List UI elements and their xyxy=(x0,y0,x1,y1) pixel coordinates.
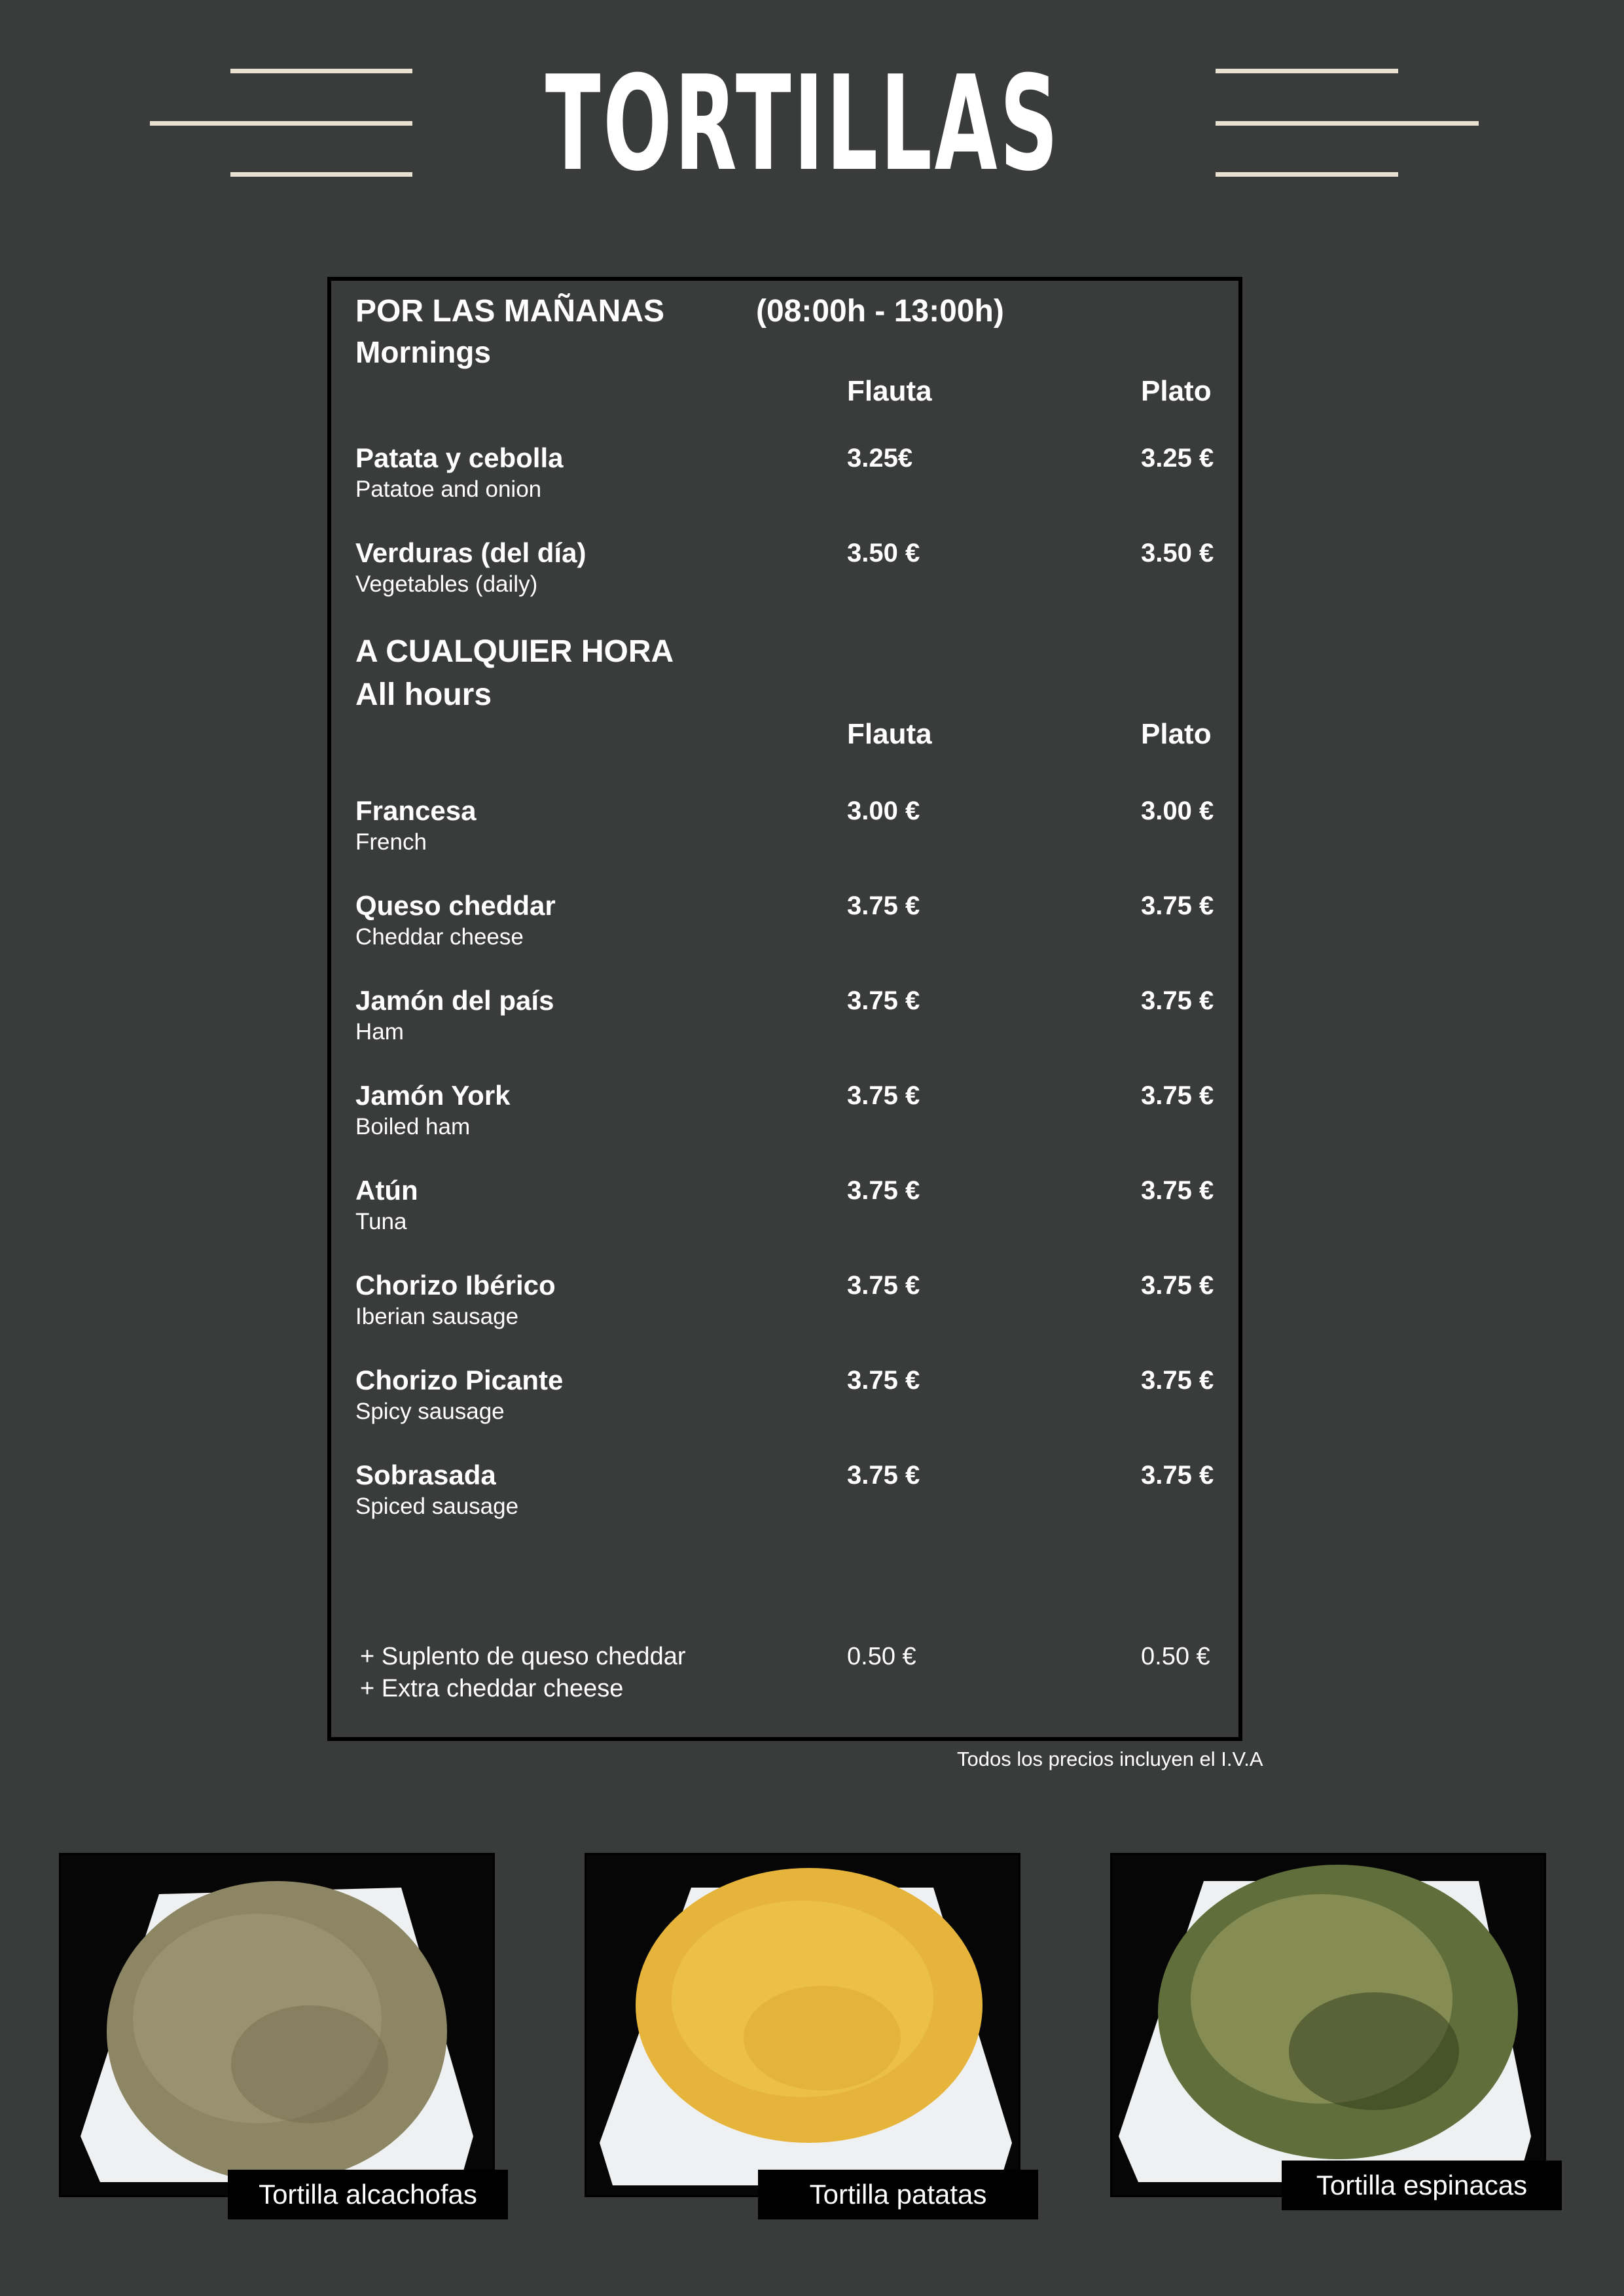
extra-english: + Extra cheddar cheese xyxy=(360,1675,624,1702)
photo-tortilla-patatas xyxy=(585,1853,1020,2197)
morning-column-plato: Plato xyxy=(1141,375,1212,407)
tortilla-espinacas-image xyxy=(1112,1855,1546,2197)
caption-tortilla-espinacas: Tortilla espinacas xyxy=(1282,2161,1562,2210)
tortilla-patatas-image xyxy=(586,1855,1020,2197)
item-price-flauta: 3.00 € xyxy=(847,797,920,825)
item-price-plato: 3.75 € xyxy=(1141,986,1214,1015)
item-name: Queso cheddar xyxy=(355,890,556,921)
allday-subtitle: All hours xyxy=(355,677,492,712)
morning-hours: (08:00h - 13:00h) xyxy=(756,294,1004,329)
item-name: Patata y cebolla xyxy=(355,442,564,473)
morning-column-flauta: Flauta xyxy=(847,375,932,407)
item-english: Cheddar cheese xyxy=(355,924,524,950)
item-name: Francesa xyxy=(355,795,477,826)
item-price-flauta: 3.75 € xyxy=(847,986,920,1015)
item-name: Chorizo Ibérico xyxy=(355,1270,556,1300)
item-price-plato: 3.25 € xyxy=(1141,444,1214,473)
item-name: Sobrasada xyxy=(355,1460,496,1490)
caption-tortilla-alcachofas: Tortilla alcachofas xyxy=(228,2170,508,2219)
allday-column-plato: Plato xyxy=(1141,718,1212,750)
morning-section-title: POR LAS MAÑANAS xyxy=(355,294,665,329)
caption-tortilla-patatas: Tortilla patatas xyxy=(758,2170,1038,2219)
item-price-plato: 3.75 € xyxy=(1141,1366,1214,1395)
item-price-flauta: 3.75 € xyxy=(847,1176,920,1205)
extra-name: + Suplento de queso cheddar xyxy=(360,1643,686,1670)
item-english: Ham xyxy=(355,1019,404,1045)
item-price-flauta: 3.25€ xyxy=(847,444,913,473)
page-title: TORTILLAS xyxy=(545,48,1061,200)
item-english: Vegetables (daily) xyxy=(355,571,538,597)
item-price-flauta: 3.50 € xyxy=(847,539,920,567)
item-price-plato: 3.75 € xyxy=(1141,1176,1214,1205)
item-name: Jamón del país xyxy=(355,985,554,1016)
item-english: Patatoe and onion xyxy=(355,476,542,502)
item-price-plato: 3.50 € xyxy=(1141,539,1214,567)
item-price-plato: 3.00 € xyxy=(1141,797,1214,825)
item-price-plato: 3.75 € xyxy=(1141,1081,1214,1110)
item-english: French xyxy=(355,829,427,855)
allday-column-flauta: Flauta xyxy=(847,718,932,750)
item-price-plato: 3.75 € xyxy=(1141,891,1214,920)
item-english: Spicy sausage xyxy=(355,1399,505,1424)
morning-subtitle: Mornings xyxy=(355,335,491,369)
item-price-flauta: 3.75 € xyxy=(847,891,920,920)
item-price-flauta: 3.75 € xyxy=(847,1366,920,1395)
item-english: Spiced sausage xyxy=(355,1494,519,1519)
item-english: Tuna xyxy=(355,1209,407,1234)
extra-price-flauta: 0.50 € xyxy=(847,1643,916,1670)
extra-price-plato: 0.50 € xyxy=(1141,1643,1210,1670)
item-english: Iberian sausage xyxy=(355,1304,519,1329)
photo-tortilla-alcachofas xyxy=(59,1853,495,2197)
item-english: Boiled ham xyxy=(355,1114,471,1139)
item-name: Chorizo Picante xyxy=(355,1365,564,1395)
item-name: Jamón York xyxy=(355,1080,511,1111)
item-price-plato: 3.75 € xyxy=(1141,1461,1214,1490)
item-price-plato: 3.75 € xyxy=(1141,1271,1214,1300)
item-price-flauta: 3.75 € xyxy=(847,1461,920,1490)
tortilla-alcachofas-image xyxy=(61,1855,495,2197)
item-name: Atún xyxy=(355,1175,418,1206)
photo-tortilla-espinacas xyxy=(1110,1853,1546,2197)
item-price-flauta: 3.75 € xyxy=(847,1081,920,1110)
vat-note: Todos los precios incluyen el I.V.A xyxy=(957,1748,1263,1770)
item-name: Verduras (del día) xyxy=(355,537,586,568)
item-price-flauta: 3.75 € xyxy=(847,1271,920,1300)
allday-section-title: A CUALQUIER HORA xyxy=(355,634,674,669)
